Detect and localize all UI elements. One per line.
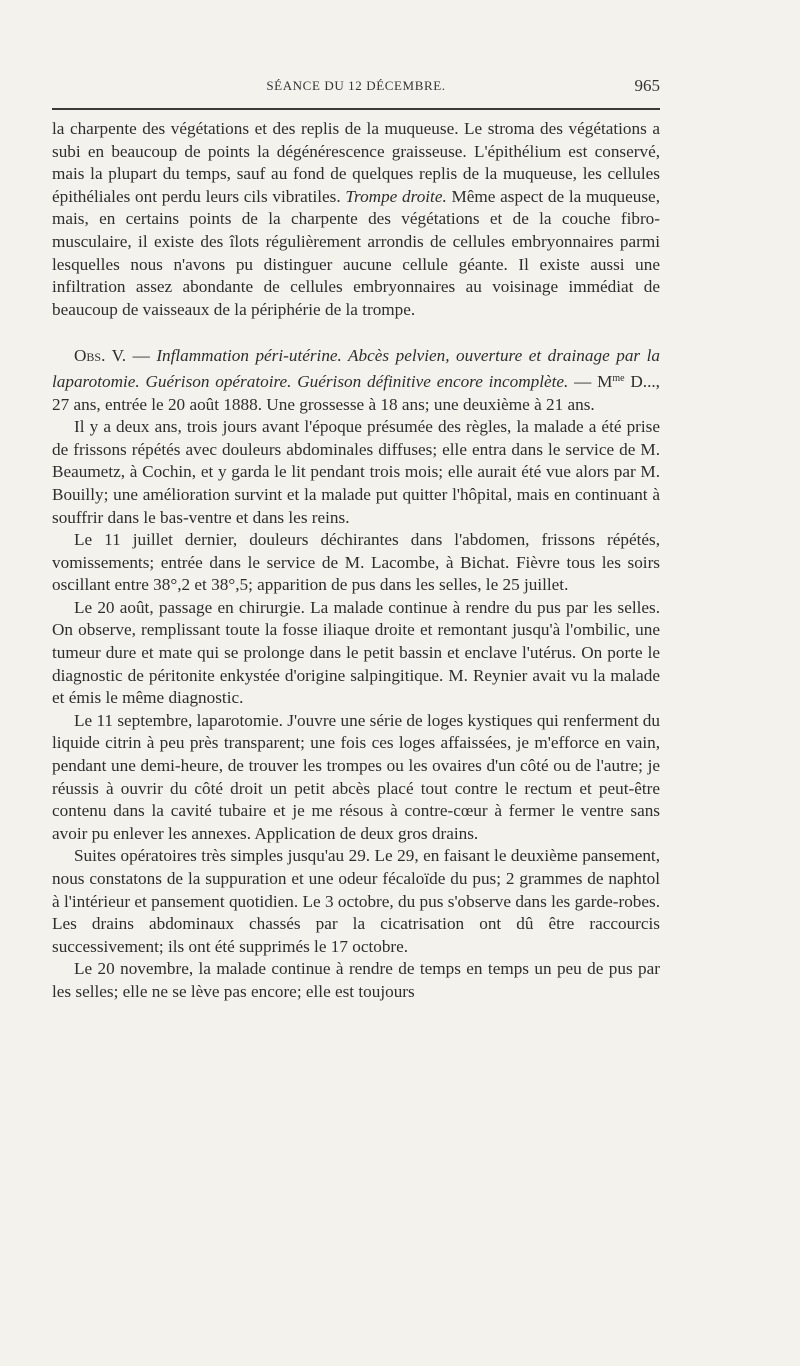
paragraph-text: la charpente des végétations et des replis de la muqueuse. Le stroma des végétations a subi en beaucoup de points la dégénérescence graisseuse. L'épithélium est conservé, mais la plupart du temps, sauf au fond de quelques replis de la muqueuse, les cellules épithéliales ont perdu leurs cils vibratiles. xyxy=(52,119,660,206)
paragraph: Le 11 juillet dernier, douleurs déchirantes dans l'abdomen, frissons répétés, vomissements; entrée dans le service de M. Lacombe, à Bichat. Fièvre tous les soirs oscillant entre 38°,2 et 38°,5; apparition de pus dans les selles, le 25 juillet. xyxy=(52,530,660,595)
paragraph: Suites opératoires très simples jusqu'au 29. Le 29, en faisant le deuxième pansement, nous constatons de la suppuration et une odeur fécaloïde du pus; 2 grammes de naphtol à l'intérieur et pansement quotidien. Le 3 octobre, du pus s'observe dans les garde-robes. Les drains abdominaux chassés par la cicatrisation ont dû être raccourcis successivement; ils ont été supprimés le 17 octobre. xyxy=(52,846,660,956)
paragraph: Le 11 septembre, laparotomie. J'ouvre une série de loges kystiques qui renferment du liquide citrin à peu près transparent; une fois ces loges affaissées, je m'efforce en vain, pendant une demi-heure, de trouver les trompes ou les ovaires d'un côté ou de l'autre; je réussis à ouvrir du côté droit un petit abcès placé tout contre le rectum et peut-être contenu dans la cavité tubaire et je me résous à contre-cœur à fermer le ventre sans avoir pu enlever les annexes. Application de deux gros drains. xyxy=(52,710,660,843)
page-header xyxy=(52,78,660,100)
running-title: SÉANCE DU 12 DÉCEMBRE. xyxy=(266,78,446,93)
patient-details: D..., 27 ans, entrée le 20 août 1888. Une grossesse à 18 ans; une deuxième à 21 ans. xyxy=(52,371,660,414)
superscript: me xyxy=(612,372,625,384)
section-gap xyxy=(52,321,660,345)
observation-heading xyxy=(52,345,660,416)
observation-label: Obs. V. xyxy=(74,346,127,366)
header-rule xyxy=(52,108,660,110)
patient-prefix: — M xyxy=(568,371,613,391)
paragraph: Le 20 août, passage en chirurgie. La malade continue à rendre du pus par les selles. On observe, remplissant toute la fosse iliaque droite et remontant jusqu'à l'ombilic, une tumeur dure et mate qui se prolonge dans le petit bassin et enclave l'utérus. On porte le diagnostic de péritonite enkystée d'origine salpingitique. M. Reynier avait vu la malade et émis le même diagnostic. xyxy=(52,597,660,708)
body-text xyxy=(52,118,660,1004)
paragraph-continued xyxy=(52,118,660,321)
dash: — xyxy=(126,346,157,366)
observation-title: Inflammation péri-utérine. Abcès pelvien, ouverture et drainage par la laparotomie. Guérison opératoire. Guérison définitive encore incomplète. xyxy=(52,346,660,391)
paragraph: Il y a deux ans, trois jours avant l'époque présumée des règles, la malade a été prise de frissons répétés avec douleurs abdominales diffuses; elle entra dans le service de M. Beaumetz, à Cochin, et y garda le lit pendant trois mois; elle aurait été vue alors par M. Bouilly; une amélioration survint et la malade put quitter l'hôpital, mais en continuant à souffrir dans le bas-ventre et dans les reins. xyxy=(52,417,660,527)
paragraph: Le 20 novembre, la malade continue à rendre de temps en temps un peu de pus par les selles; elle ne se lève pas encore; elle est toujours xyxy=(52,959,660,1001)
page-number: 965 xyxy=(634,76,660,95)
italic-subheading: Trompe droite. xyxy=(345,186,447,206)
paragraph-text: Même aspect de la muqueuse, mais, en certains points de la charpente des végétations et de la couche fibro-musculaire, il existe des îlots régulièrement arrondis de cellules embryonnaires parmi lesquelles nous n'avons pu distinguer aucune cellule géante. Il existe aussi une infiltration assez abondante de cellules embryonnaires au voisinage immédiat de beaucoup de vaisseaux de la périphérie de la trompe. xyxy=(52,186,660,319)
